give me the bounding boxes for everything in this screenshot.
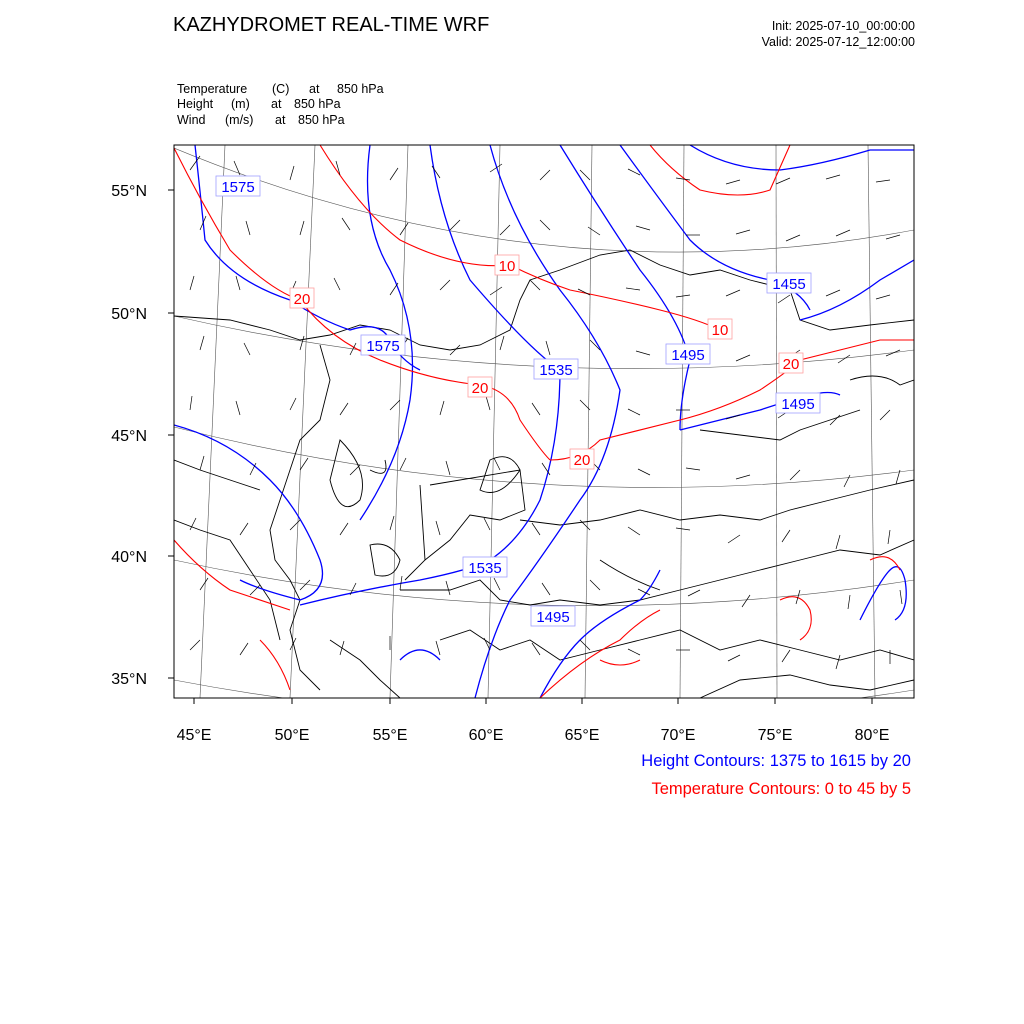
lon-label: 80°E [854, 727, 890, 744]
height-contour-label: 1495 [536, 609, 570, 626]
temperature-contour-label: 20 [471, 380, 489, 397]
temperature-contour-label: 10 [711, 322, 729, 339]
init-time: Init: 2025-07-10_00:00:00 [771, 19, 915, 33]
field-level: 850 hPa [337, 82, 384, 96]
field-at: at [309, 82, 320, 96]
graticule [174, 145, 914, 718]
field-level: 850 hPa [294, 97, 341, 111]
borders [174, 250, 914, 698]
field-name: Wind [177, 113, 206, 127]
lat-label: 50°N [111, 306, 147, 323]
temperature-contour-label: 20 [573, 452, 591, 469]
field-at: at [275, 113, 286, 127]
height-contour-label: 1575 [366, 338, 400, 355]
height-contour-label: 1455 [772, 276, 806, 293]
lon-label: 55°E [372, 727, 408, 744]
map-title: KAZHYDROMET REAL-TIME WRF [173, 14, 490, 36]
field-name: Height [177, 97, 214, 111]
lat-label: 35°N [111, 671, 147, 688]
height-contour-label: 1495 [781, 396, 815, 413]
lon-label: 65°E [564, 727, 600, 744]
axis-ticks [168, 190, 872, 704]
temperature-contour-label: 20 [293, 291, 311, 308]
lat-label: 45°N [111, 428, 147, 445]
field-unit: (m/s) [225, 113, 254, 127]
lon-label: 45°E [176, 727, 212, 744]
valid-time: Valid: 2025-07-12_12:00:00 [761, 35, 915, 49]
lon-label: 70°E [660, 727, 696, 744]
field-at: at [271, 97, 282, 111]
height-contour-label: 1535 [468, 560, 502, 577]
height-contour-label: 1535 [539, 362, 573, 379]
lat-label: 55°N [111, 183, 147, 200]
field-level: 850 hPa [298, 113, 345, 127]
lon-label: 50°E [274, 727, 310, 744]
height-contour-note: Height Contours: 1375 to 1615 by 20 [641, 752, 911, 770]
field-unit: (m) [231, 97, 250, 111]
lon-label: 60°E [468, 727, 504, 744]
height-contour-label: 1575 [221, 179, 255, 196]
temperature-contour-label: 20 [782, 356, 800, 373]
field-unit: (C) [272, 82, 290, 96]
field-name: Temperature [177, 82, 248, 96]
temperature-contour-label: 10 [498, 258, 516, 275]
height-contour-label: 1495 [671, 347, 705, 364]
lon-label: 75°E [757, 727, 793, 744]
lat-label: 40°N [111, 549, 147, 566]
temperature-contour-note: Temperature Contours: 0 to 45 by 5 [651, 780, 911, 798]
